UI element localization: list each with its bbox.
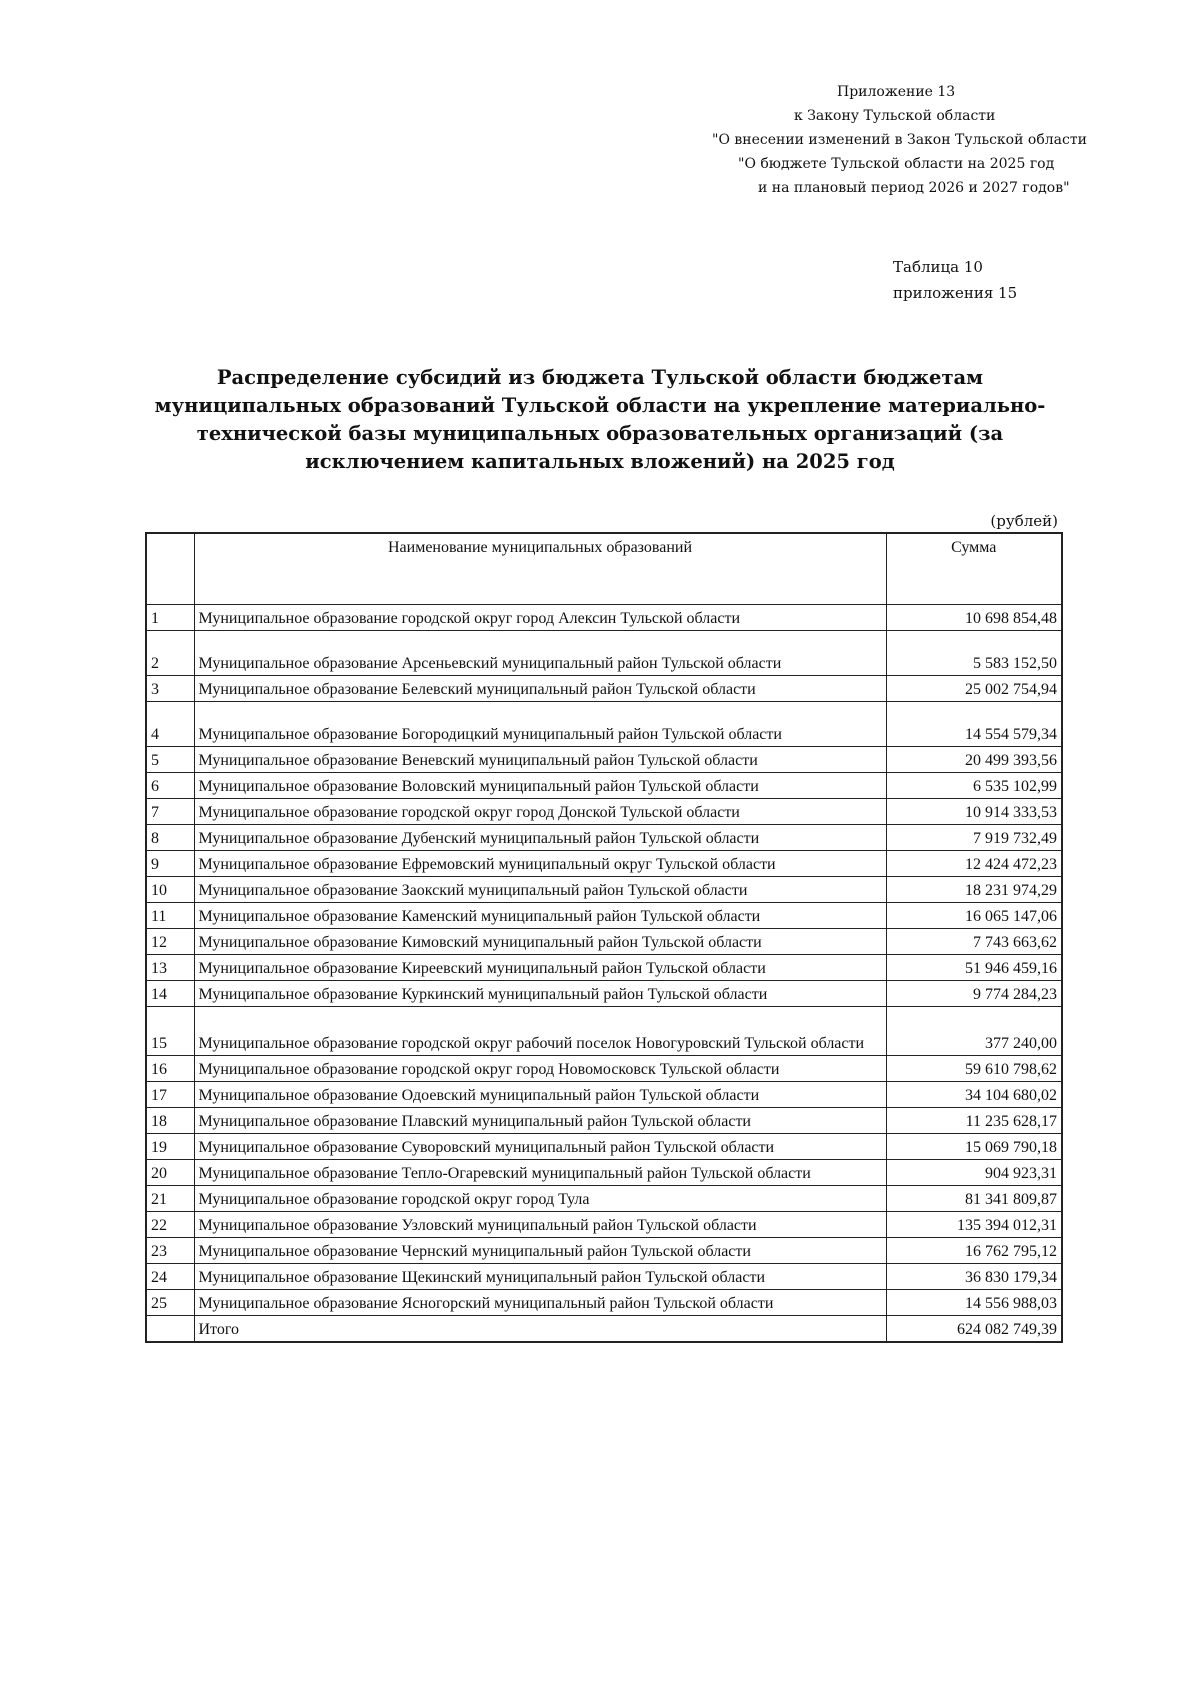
row-number: 18 <box>146 1108 194 1134</box>
row-number: 24 <box>146 1264 194 1290</box>
units-label: (рублей) <box>990 512 1058 530</box>
appendix-line: к Закону Тульской области <box>794 108 996 124</box>
table-row <box>146 1108 1062 1134</box>
row-name: Муниципальное образование городской округ город Донской Тульской области <box>194 799 886 825</box>
row-amount: 7 919 732,49 <box>886 825 1062 851</box>
row-amount: 14 554 579,34 <box>886 702 1062 747</box>
row-number: 6 <box>146 773 194 799</box>
table-ref-line: Таблица 10 <box>893 258 983 276</box>
row-name: Муниципальное образование Тепло-Огаревский муниципальный район Тульской области <box>194 1160 886 1186</box>
table-ref-line: приложения 15 <box>893 284 1018 302</box>
table-row <box>146 825 1062 851</box>
table-row <box>146 799 1062 825</box>
row-number: 20 <box>146 1160 194 1186</box>
total-label: Итого <box>194 1316 886 1343</box>
header-name: Наименование муниципальных образований <box>194 533 886 605</box>
row-amount: 10 914 333,53 <box>886 799 1062 825</box>
table-reference <box>893 254 1017 306</box>
table-header-row <box>146 533 1062 605</box>
row-name: Муниципальное образование Кимовский муниципальный район Тульской области <box>194 929 886 955</box>
row-name: Муниципальное образование Чернский муниципальный район Тульской области <box>194 1238 886 1264</box>
table-row <box>146 702 1062 747</box>
row-number: 8 <box>146 825 194 851</box>
table-row <box>146 1186 1062 1212</box>
appendix-line: Приложение 13 <box>837 84 956 100</box>
table-row <box>146 773 1062 799</box>
appendix-note <box>700 80 1087 200</box>
row-amount: 12 424 472,23 <box>886 851 1062 877</box>
row-name: Муниципальное образование Куркинский муниципальный район Тульской области <box>194 981 886 1007</box>
row-amount: 16 065 147,06 <box>886 903 1062 929</box>
row-name: Муниципальное образование Белевский муниципальный район Тульской области <box>194 676 886 702</box>
row-number: 25 <box>146 1290 194 1316</box>
row-name: Муниципальное образование Ясногорский муниципальный район Тульской области <box>194 1290 886 1316</box>
row-amount: 15 069 790,18 <box>886 1134 1062 1160</box>
row-number: 10 <box>146 877 194 903</box>
row-name: Муниципальное образование Щекинский муниципальный район Тульской области <box>194 1264 886 1290</box>
row-amount: 377 240,00 <box>886 1007 1062 1056</box>
table-row <box>146 1160 1062 1186</box>
row-name: Муниципальное образование городской округ город Тула <box>194 1186 886 1212</box>
total-row <box>146 1316 1062 1343</box>
row-amount: 25 002 754,94 <box>886 676 1062 702</box>
row-number: 3 <box>146 676 194 702</box>
row-name: Муниципальное образование Плавский муниципальный район Тульской области <box>194 1108 886 1134</box>
table-row <box>146 676 1062 702</box>
header-number <box>146 533 194 605</box>
table-body <box>146 605 1062 1343</box>
table-row <box>146 903 1062 929</box>
row-number: 17 <box>146 1082 194 1108</box>
row-name: Муниципальное образование Ефремовский муниципальный округ Тульской области <box>194 851 886 877</box>
table-row <box>146 1212 1062 1238</box>
table-row <box>146 1056 1062 1082</box>
row-amount: 904 923,31 <box>886 1160 1062 1186</box>
row-name: Муниципальное образование Дубенский муниципальный район Тульской области <box>194 825 886 851</box>
row-amount: 81 341 809,87 <box>886 1186 1062 1212</box>
row-name: Муниципальное образование Суворовский муниципальный район Тульской области <box>194 1134 886 1160</box>
appendix-line: "О внесении изменений в Закон Тульской области <box>712 132 1087 148</box>
row-name: Муниципальное образование городской округ город Новомосковск Тульской области <box>194 1056 886 1082</box>
table-row <box>146 605 1062 631</box>
table-row <box>146 1082 1062 1108</box>
row-number: 11 <box>146 903 194 929</box>
row-name: Муниципальное образование Киреевский муниципальный район Тульской области <box>194 955 886 981</box>
row-amount: 16 762 795,12 <box>886 1238 1062 1264</box>
table-row <box>146 1238 1062 1264</box>
row-number: 5 <box>146 747 194 773</box>
table-row <box>146 929 1062 955</box>
row-amount: 7 743 663,62 <box>886 929 1062 955</box>
table-row <box>146 1134 1062 1160</box>
row-amount: 36 830 179,34 <box>886 1264 1062 1290</box>
table-row <box>146 747 1062 773</box>
row-amount: 135 394 012,31 <box>886 1212 1062 1238</box>
row-amount: 11 235 628,17 <box>886 1108 1062 1134</box>
row-name: Муниципальное образование Каменский муниципальный район Тульской области <box>194 903 886 929</box>
row-name: Муниципальное образование Веневский муниципальный район Тульской области <box>194 747 886 773</box>
row-number: 21 <box>146 1186 194 1212</box>
row-number: 19 <box>146 1134 194 1160</box>
row-amount: 18 231 974,29 <box>886 877 1062 903</box>
table-row <box>146 1007 1062 1056</box>
row-number: 23 <box>146 1238 194 1264</box>
row-name: Муниципальное образование Арсеньевский муниципальный район Тульской области <box>194 631 886 676</box>
row-amount: 59 610 798,62 <box>886 1056 1062 1082</box>
row-number: 9 <box>146 851 194 877</box>
row-name: Муниципальное образование Заокский муниципальный район Тульской области <box>194 877 886 903</box>
row-number: 12 <box>146 929 194 955</box>
row-name: Муниципальное образование городской округ рабочий поселок Новогуровский Тульской области <box>194 1007 886 1056</box>
header-amount: Сумма <box>886 533 1062 605</box>
row-name: Муниципальное образование Воловский муниципальный район Тульской области <box>194 773 886 799</box>
row-name: Муниципальное образование городской округ город Алексин Тульской области <box>194 605 886 631</box>
row-name: Муниципальное образование Одоевский муниципальный район Тульской области <box>194 1082 886 1108</box>
row-amount: 5 583 152,50 <box>886 631 1062 676</box>
row-number: 16 <box>146 1056 194 1082</box>
document-title: Распределение субсидий из бюджета Тульской области бюджетам муниципальных образований Тульской области на укрепление материально-технической базы муниципальных образовательных организаций (за исключением капитальных вложений) на 2025 год <box>154 366 1046 473</box>
row-number: 2 <box>146 631 194 676</box>
row-number: 22 <box>146 1212 194 1238</box>
table-row <box>146 981 1062 1007</box>
row-amount: 51 946 459,16 <box>886 955 1062 981</box>
row-number: 4 <box>146 702 194 747</box>
appendix-line: и на плановый период 2026 и 2027 годов" <box>758 180 1070 196</box>
appendix-line: "О бюджете Тульской области на 2025 год <box>738 156 1055 172</box>
table-row <box>146 955 1062 981</box>
table-row <box>146 877 1062 903</box>
row-number: 15 <box>146 1007 194 1056</box>
table-row <box>146 851 1062 877</box>
row-amount: 9 774 284,23 <box>886 981 1062 1007</box>
row-amount: 14 556 988,03 <box>886 1290 1062 1316</box>
row-number: 1 <box>146 605 194 631</box>
row-name: Муниципальное образование Богородицкий муниципальный район Тульской области <box>194 702 886 747</box>
table-row <box>146 1290 1062 1316</box>
row-number: 13 <box>146 955 194 981</box>
total-number <box>146 1316 194 1343</box>
row-amount: 34 104 680,02 <box>886 1082 1062 1108</box>
row-number: 14 <box>146 981 194 1007</box>
row-amount: 6 535 102,99 <box>886 773 1062 799</box>
row-number: 7 <box>146 799 194 825</box>
table-row <box>146 1264 1062 1290</box>
table-row <box>146 631 1062 676</box>
total-amount: 624 082 749,39 <box>886 1316 1062 1343</box>
distribution-table <box>145 532 1063 1343</box>
row-amount: 10 698 854,48 <box>886 605 1062 631</box>
row-amount: 20 499 393,56 <box>886 747 1062 773</box>
row-name: Муниципальное образование Узловский муниципальный район Тульской области <box>194 1212 886 1238</box>
